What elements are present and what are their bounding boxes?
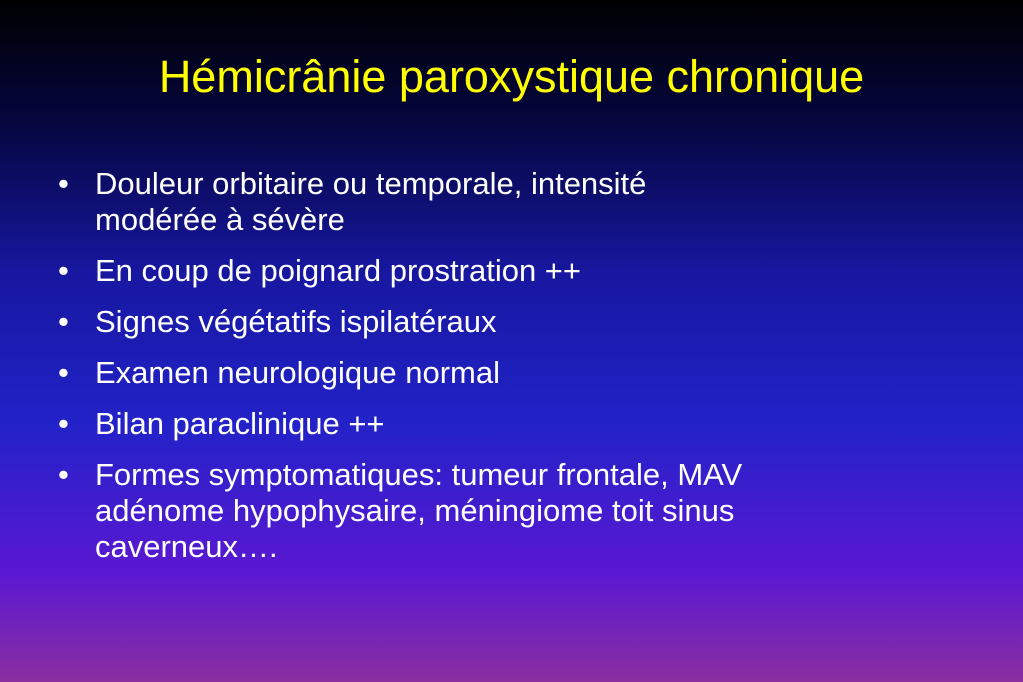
bullet-text: Bilan paraclinique ++ (95, 405, 385, 441)
bullet-marker: • (58, 166, 69, 201)
bullet-item (56, 304, 956, 340)
bullet-marker: • (58, 405, 69, 441)
bullet-marker: • (58, 303, 69, 339)
bullet-text: Douleur orbitaire ou temporale, intensité modérée à sévère (95, 166, 647, 237)
bullet-text: Examen neurologique normal (95, 354, 500, 390)
slide-title: Hémicrânie paroxystique chronique (158, 51, 865, 102)
bullet-item (56, 166, 956, 238)
bullet-item (56, 457, 956, 565)
bullet-marker: • (58, 456, 69, 492)
bullet-marker: • (58, 252, 69, 288)
bullet-marker: • (58, 354, 69, 390)
bullet-item (56, 355, 956, 391)
bullet-item (56, 253, 956, 289)
bullet-text: Signes végétatifs ispilatéraux (95, 303, 497, 339)
bullet-list (56, 166, 956, 580)
bullet-text: Formes symptomatiques: tumeur frontale, MAV adénome hypophysaire, méningiome toit sinus caverneux…. (95, 456, 743, 564)
bullet-text: En coup de poignard prostration ++ (95, 252, 582, 288)
bullet-item (56, 406, 956, 442)
